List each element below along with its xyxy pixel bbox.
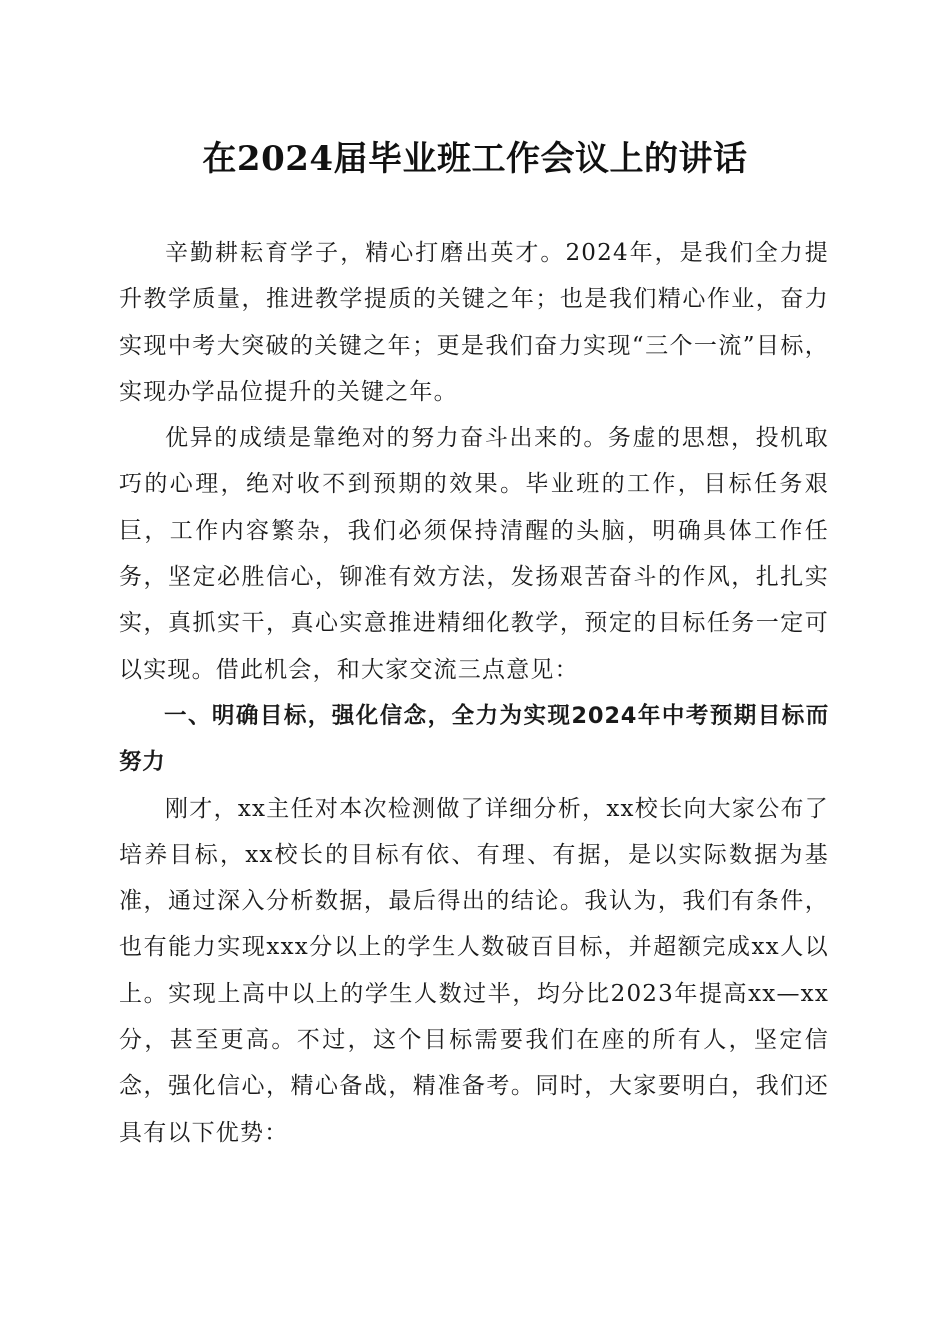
document-body	[119, 230, 829, 1156]
paragraph-intro: 辛勤耕耘育学子，精心打磨出英才。2024年，是我们全力提升教学质量，推进教学提质的关键之年；也是我们精心作业，奋力实现中考大突破的关键之年；更是我们奋力实现“三个一流”目标，实现办学品位提升的关键之年。	[119, 240, 829, 405]
paragraph-goals: 刚才，xx主任对本次检测做了详细分析，xx校长向大家公布了培养目标，xx校长的目标有依、有理、有据，是以实际数据为基准，通过深入分析数据，最后得出的结论。我认为，我们有条件，也有能力实现xxx分以上的学生人数破百目标，并超额完成xx人以上。实现上高中以上的学生人数过半，均分比2023年提高xx—xx分，甚至更高。不过，这个目标需要我们在座的所有人，坚定信念，强化信心，精心备战，精准备考。同时，大家要明白，我们还具有以下优势：	[119, 795, 829, 1146]
document-title: 在2024届毕业班工作会议上的讲话	[202, 139, 748, 179]
paragraph-effort: 优异的成绩是靠绝对的努力奋斗出来的。务虚的思想，投机取巧的心理，绝对收不到预期的效果。毕业班的工作，目标任务艰巨，工作内容繁杂，我们必须保持清醒的头脑，明确具体工作任务，坚定必胜信心，铆准有效方法，发扬艰苦奋斗的作风，扎扎实实，真抓实干，真心实意推进精细化教学，预定的目标任务一定可以实现。借此机会，和大家交流三点意见：	[119, 425, 829, 683]
section-heading-1: 一、明确目标，强化信念，全力为实现2024年中考预期目标而努力	[119, 702, 829, 776]
